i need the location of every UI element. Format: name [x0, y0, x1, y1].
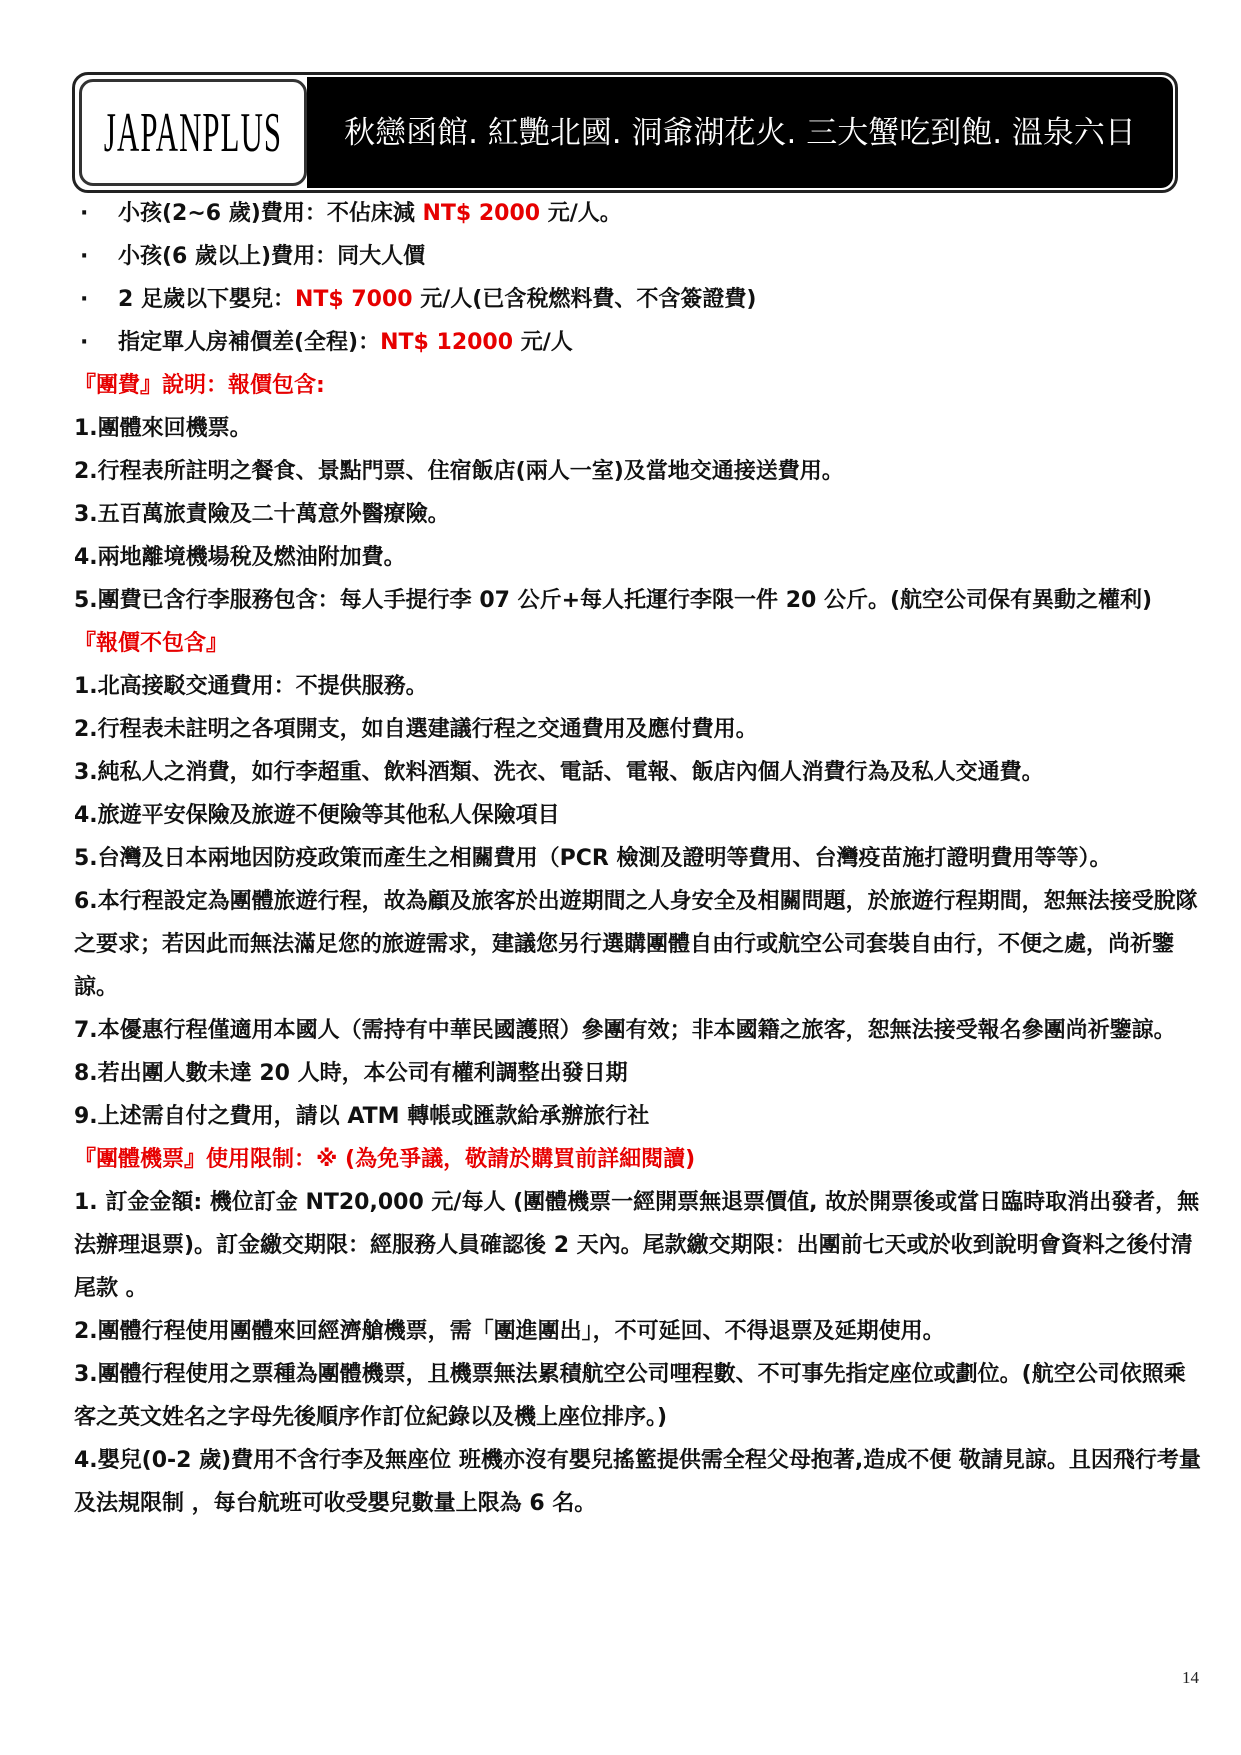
included-item: 1.團體來回機票。: [74, 416, 252, 441]
page-number: 14: [1182, 1668, 1199, 1687]
included-item: 4.兩地離境機場稅及燃油附加費。: [74, 545, 406, 570]
bullet-dot: ·: [80, 244, 89, 269]
price-value: NT$ 2000: [422, 201, 541, 226]
price-text: 小孩(6 歲以上)費用：同大人價: [118, 244, 426, 269]
bullet-dot: ·: [80, 201, 89, 226]
excluded-item: 3.純私人之消費，如行李超重、飲料酒類、洗衣、電話、電報、飯店內個人消費行為及私人交通費。: [74, 760, 1044, 785]
price-text: 小孩(2~6 歲)費用：不佔床減 NT$ 2000 元/人。: [118, 201, 622, 226]
ticket-rule-item: 3.團體行程使用之票種為團體機票，且機票無法累積航空公司哩程數、不可事先指定座位或劃位。(航空公司依照乘客之英文姓名之字母先後順序作訂位紀錄以及機上座位排序。): [74, 1362, 1186, 1430]
ticket-rule-item: 1. 訂金金額: 機位訂金 NT20,000 元/每人 (團體機票一經開票無退票價值, 故於開票後或當日臨時取消出發者，無法辦理退票)。訂金繳交期限：經服務人員確認後 2 天內。尾款繳交期限：出團前七天或於收到說明會資料之後付清尾款 。: [74, 1190, 1200, 1301]
section-heading-tickets: 『團體機票』使用限制：※ (為免爭議，敬請於購買前詳細閱讀): [74, 1147, 696, 1172]
excluded-item: 1.北高接駁交通費用：不提供服務。: [74, 674, 428, 699]
excluded-item: 2.行程表未註明之各項開支，如自選建議行程之交通費用及應付費用。: [74, 717, 758, 742]
document-body: [74, 192, 1204, 1525]
price-item: [74, 278, 1204, 321]
price-text: 指定單人房補價差(全程)：NT$ 12000 元/人: [118, 330, 573, 355]
price-item: [74, 235, 1204, 278]
bullet-dot: ·: [80, 287, 89, 312]
price-value: NT$ 12000: [380, 330, 514, 355]
section-heading-excluded: 『報價不包含』: [74, 631, 229, 656]
price-item: [74, 192, 1204, 235]
price-text: 2 足歲以下嬰兒：NT$ 7000 元/人(已含稅燃料費、不含簽證費): [118, 287, 757, 312]
logo-box: [79, 79, 307, 186]
price-item: [74, 321, 1204, 364]
price-value: NT$ 7000: [294, 287, 413, 312]
ticket-rule-item: 2.團體行程使用團體來回經濟艙機票，需「團進團出」，不可延回、不得退票及延期使用。: [74, 1319, 945, 1344]
excluded-item: 4.旅遊平安保險及旅遊不便險等其他私人保險項目: [74, 803, 560, 828]
section-heading-included: 『團費』說明：報價包含:: [74, 373, 325, 398]
included-item: 5.團費已含行李服務包含：每人手提行李 07 公斤+每人托運行李限一件 20 公斤。(航空公司保有異動之權利): [74, 588, 1153, 613]
title-box: [307, 77, 1173, 188]
excluded-item: 7.本優惠行程僅適用本國人（需持有中華民國護照）參團有效；非本國籍之旅客，恕無法接受報名參團尚祈鑒諒。: [74, 1018, 1176, 1043]
excluded-item: 9.上述需自付之費用，請以 ATM 轉帳或匯款給承辦旅行社: [74, 1104, 650, 1129]
excluded-item: 6.本行程設定為團體旅遊行程，故為顧及旅客於出遊期間之人身安全及相關問題，於旅遊行程期間，恕無法接受脫隊之要求；若因此而無法滿足您的旅遊需求，建議您另行選購團體自由行或航空公司套裝自由行，不便之處，尚祈鑒諒。: [74, 889, 1198, 1000]
title-banner: [72, 72, 1178, 193]
included-item: 3.五百萬旅責險及二十萬意外醫療險。: [74, 502, 450, 527]
excluded-item: 8.若出團人數未達 20 人時，本公司有權利調整出發日期: [74, 1061, 628, 1086]
included-item: 2.行程表所註明之餐食、景點門票、住宿飯店(兩人一室)及當地交通接送費用。: [74, 459, 844, 484]
logo-text: JAPANPLUS: [103, 101, 283, 164]
bullet-dot: ·: [80, 330, 89, 355]
ticket-rule-item: 4.嬰兒(0-2 歲)費用不含行李及無座位 班機亦沒有嬰兒搖籃提供需全程父母抱著,造成不便 敬請見諒。且因飛行考量及法規限制 ，每台航班可收受嬰兒數量上限為 6 名。: [74, 1448, 1201, 1516]
excluded-item: 5.台灣及日本兩地因防疫政策而產生之相關費用（PCR 檢測及證明等費用、台灣疫苗施打證明費用等等）。: [74, 846, 1112, 871]
tour-title: 秋戀函館. 紅艷北國. 洞爺湖花火. 三大蟹吃到飽. 溫泉六日: [344, 114, 1136, 151]
